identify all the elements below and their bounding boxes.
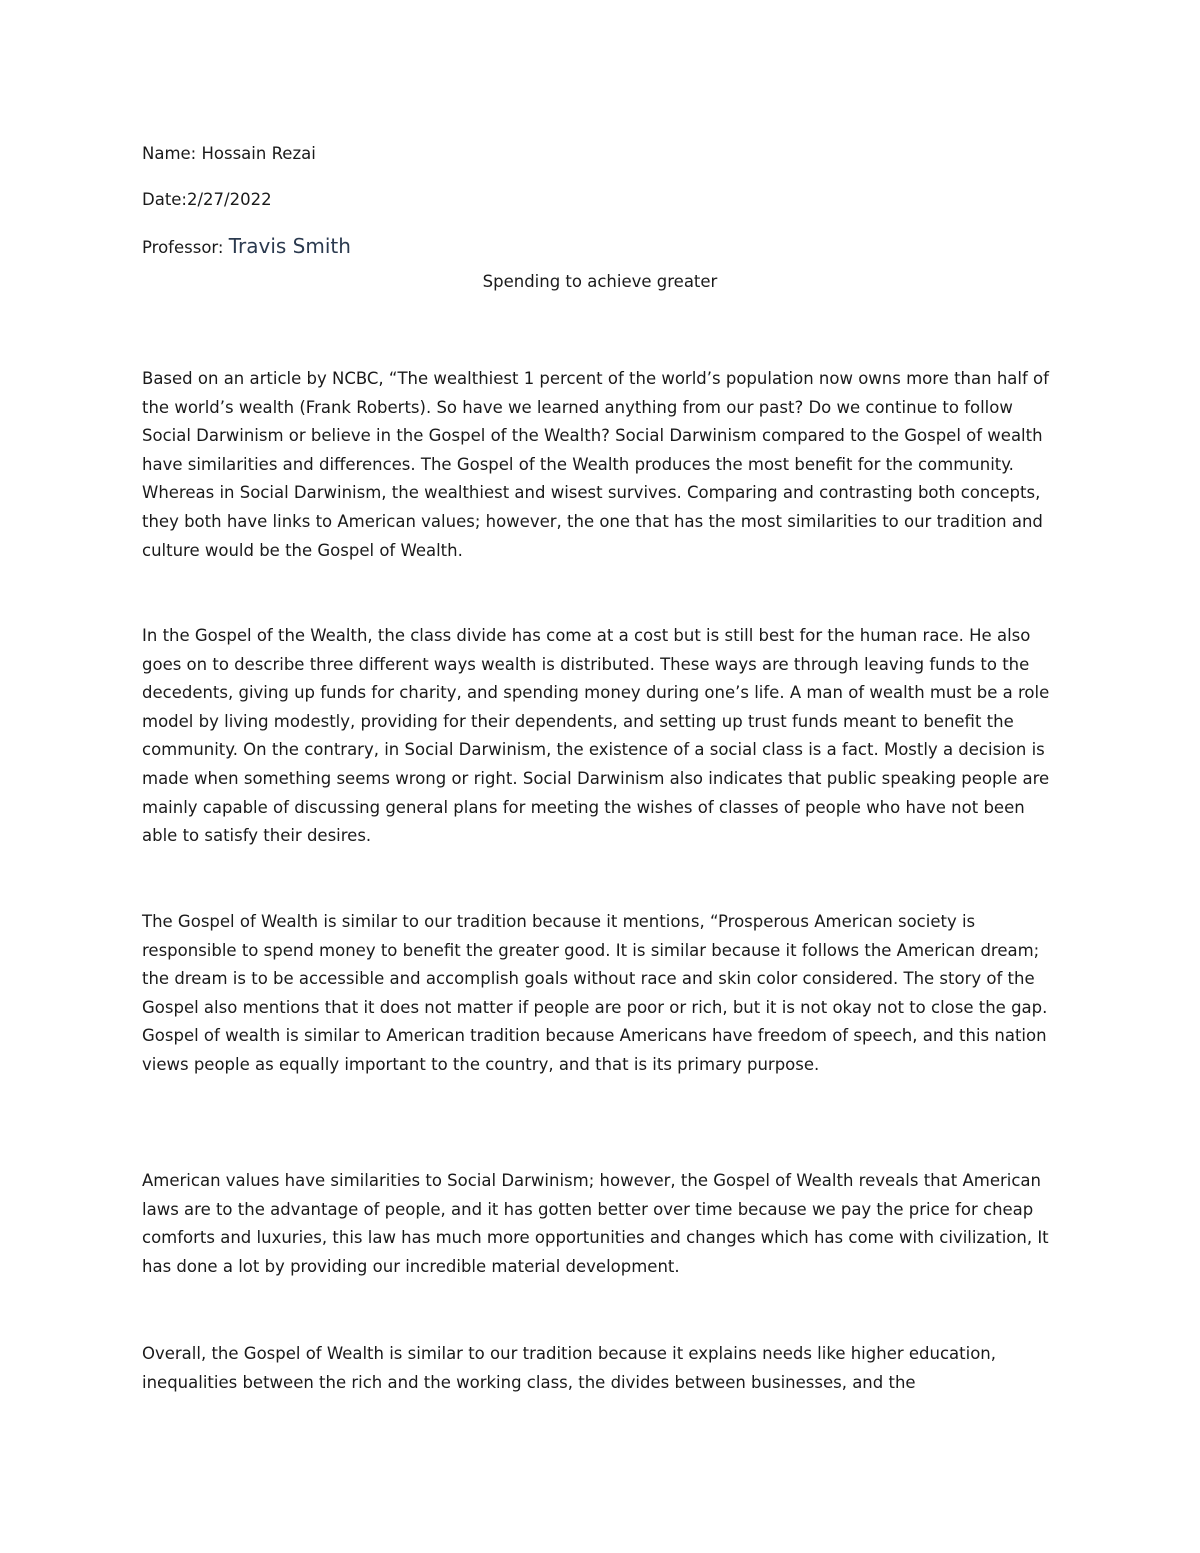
paragraph-4: American values have similarities to Social Darwinism; however, the Gospel of Wealth reveals that American laws are to the advantage of people, and it has gotten better over time because we pay the price for cheap comforts and luxuries, this law has much more opportunities and changes which has come with civilization, It has done a lot by providing our incredible material development. [142, 1171, 1049, 1276]
document-body [142, 143, 1058, 1392]
essay-title: Spending to achieve greater [482, 272, 718, 291]
paragraph-2: In the Gospel of the Wealth, the class divide has come at a cost but is still best for the human race. He also goes on to describe three different ways wealth is distributed. These ways are through leaving funds to the decedents, giving up funds for charity, and spending money during one’s life. A man of wealth must be a role model by living modestly, providing for their dependents, and setting up trust funds meant to benefit the community. On the contrary, in Social Darwinism, the existence of a social class is a fact. Mostly a decision is made when something seems wrong or right. Social Darwinism also indicates that public speaking people are mainly capable of discussing general plans for meeting the wishes of classes of people who have not been able to satisfy their desires. [142, 626, 1050, 846]
professor-line [142, 235, 1058, 259]
student-name-line: Name: Hossain Rezai [142, 144, 316, 163]
paragraph-1: Based on an article by NCBC, “The wealthiest 1 percent of the world’s population now owns more than half of the world’s wealth (Frank Roberts). So have we learned anything from our past? Do we continue to follow Social Darwinism or believe in the Gospel of the Wealth? Social Darwinism compared to the Gospel of wealth have similarities and differences. The Gospel of the Wealth produces the most benefit for the community. Whereas in Social Darwinism, the wealthiest and wisest survives. Comparing and contrasting both concepts, they both have links to American values; however, the one that has the most similarities to our tradition and culture would be the Gospel of Wealth. [142, 369, 1049, 560]
paragraph-5: Overall, the Gospel of Wealth is similar to our tradition because it explains needs like higher education, inequalities between the rich and the working class, the divides between businesses, and the [142, 1344, 996, 1392]
date-line: Date:2/27/2022 [142, 190, 272, 209]
professor-name: Travis Smith [228, 234, 351, 258]
paragraph-3: The Gospel of Wealth is similar to our tradition because it mentions, “Prosperous American society is responsible to spend money to benefit the greater good. It is similar because it follows the American dream; the dream is to be accessible and accomplish goals without race and skin color considered. The story of the Gospel also mentions that it does not matter if people are poor or rich, but it is not okay not to close the gap. Gospel of wealth is similar to American tradition because Americans have freedom of speech, and this nation views people as equally important to the country, and that is its primary purpose. [142, 912, 1048, 1074]
professor-label: Professor: [142, 238, 229, 257]
